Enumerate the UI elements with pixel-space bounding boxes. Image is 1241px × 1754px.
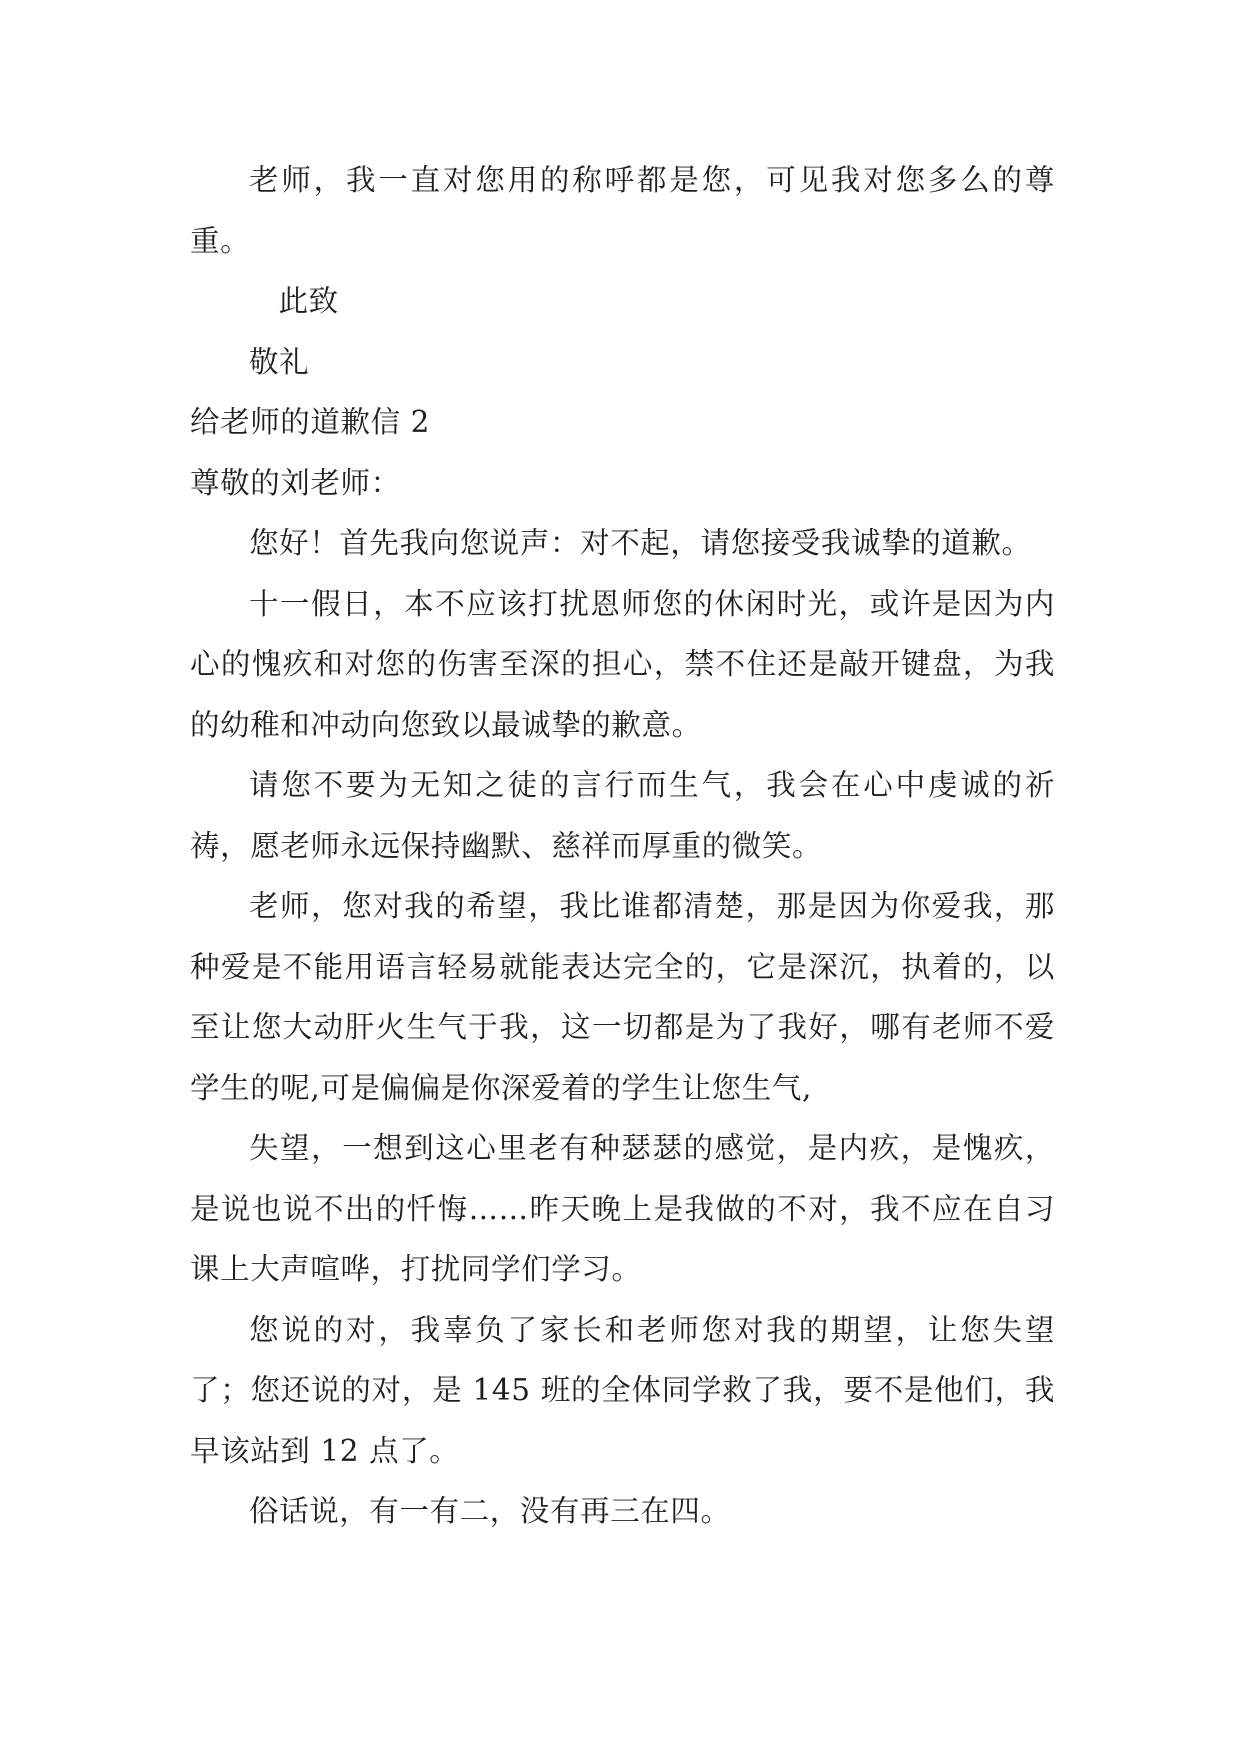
paragraph-classmates: 您说的对，我辜负了家长和老师您对我的期望，让您失望了；您还说的对，是 145 班的全体同学救了我，要不是他们，我早该站到 12 点了。 xyxy=(190,1312,1055,1468)
paragraph-prayer: 请您不要为无知之徒的言行而生气，我会在心中虔诚的祈祷，愿老师永远保持幽默、慈祥而厚重的微笑。 xyxy=(190,768,1055,863)
salutation: 尊敬的刘老师： xyxy=(190,465,401,500)
paragraph-greeting: 您好！首先我向您说声：对不起，请您接受我诚挚的道歉。 xyxy=(249,526,1032,560)
letter-title: 给老师的道歉信 2 xyxy=(190,405,431,439)
paragraph-regret: 失望，一想到这心里老有种瑟瑟的感觉，是内疚，是愧疚，是说也说不出的忏悔……昨天晚上是我做的不对，我不应在自习课上大声喧哗，打扰同学们学习。 xyxy=(190,1131,1055,1286)
paragraph-holiday: 十一假日，本不应该打扰恩师您的休闲时光，或许是因为内心的愧疚和对您的伤害至深的担心，禁不住还是敲开键盘，为我的幼稚和冲动向您致以最诚挚的歉意。 xyxy=(190,586,1055,742)
paragraph-respect: 老师，我一直对您用的称呼都是您，可见我对您多么的尊重。 xyxy=(190,163,1055,258)
closing-cizhi: 此致 xyxy=(278,284,339,318)
paragraph-proverb: 俗话说，有一有二，没有再三在四。 xyxy=(249,1494,731,1528)
paragraph-teacher-love: 老师，您对我的希望，我比谁都清楚，那是因为你爱我，那种爱是不能用语言轻易就能表达完全的，它是深沉，执着的，以至让您大动肝火生气于我，这一切都是为了我好，哪有老师不爱学生的呢,可是偏偏是你深爱着的学生让您生气, xyxy=(190,889,1055,1105)
document-body xyxy=(190,150,1055,1542)
closing-jingli: 敬礼 xyxy=(249,344,310,379)
